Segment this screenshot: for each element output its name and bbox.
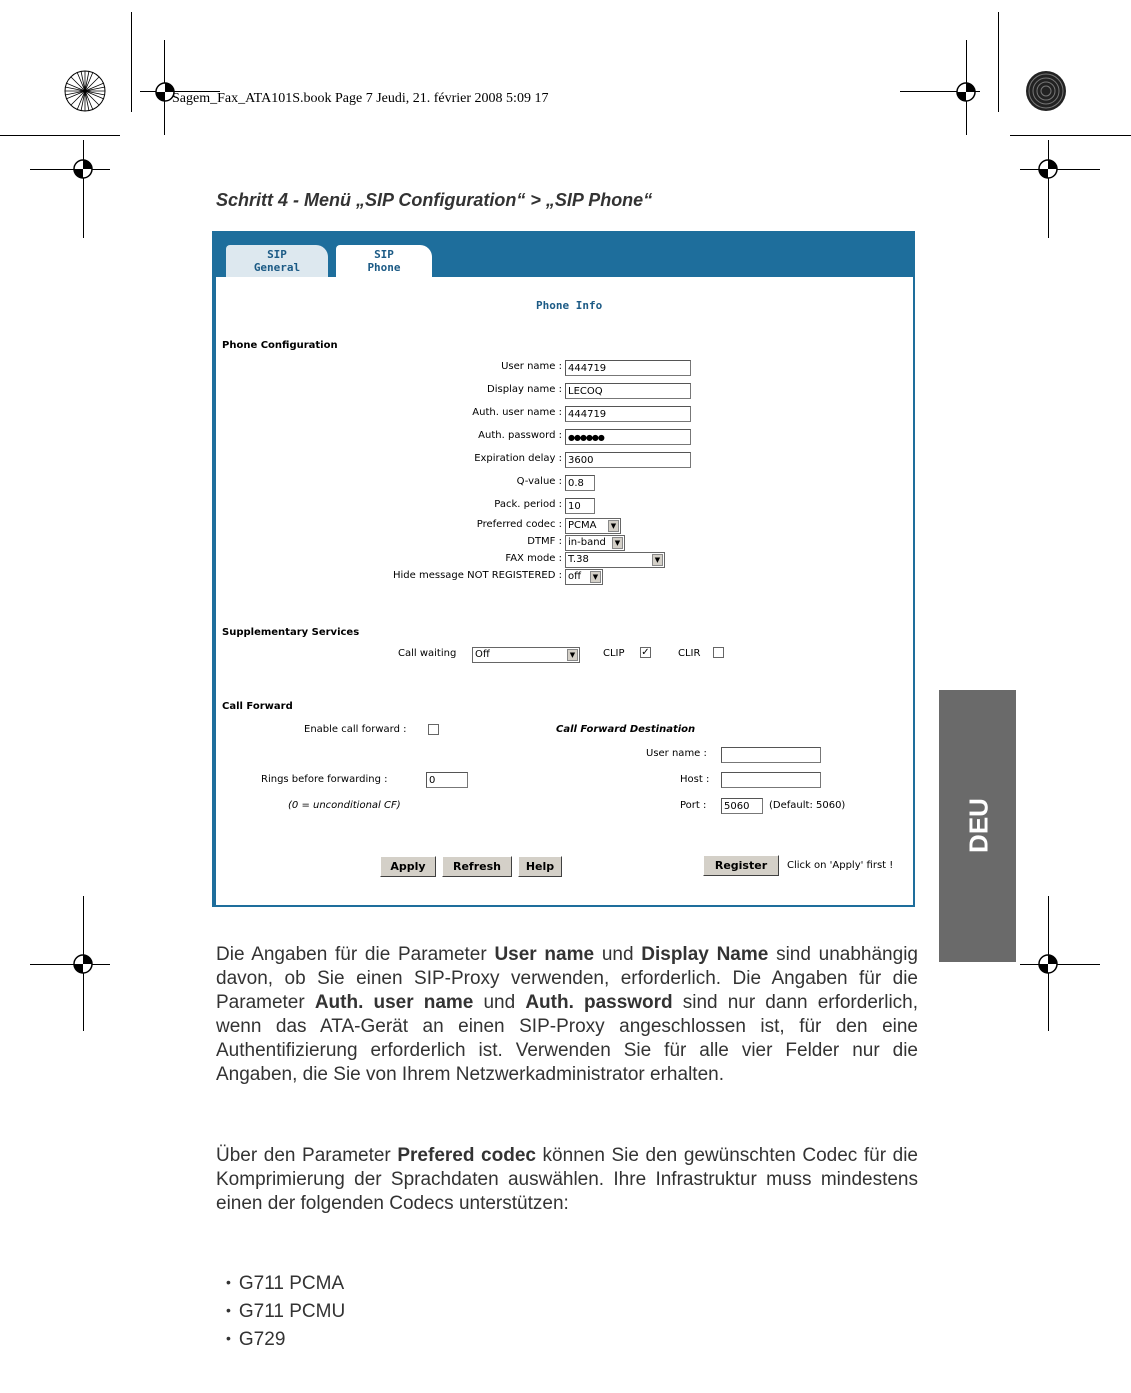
tab-label: Phone — [367, 261, 401, 274]
bold-term: Prefered codec — [397, 1145, 536, 1166]
cf-user-name-label: User name : — [646, 748, 707, 759]
enable-call-forward-checkbox[interactable] — [428, 724, 439, 735]
clip-checkbox[interactable]: ✓ — [641, 647, 650, 658]
section-call-forward: Call Forward — [222, 701, 293, 712]
select-value: PCMA — [568, 520, 597, 531]
tab-label: SIP — [267, 248, 287, 261]
step-heading: Schritt 4 - Menü „SIP Configuration“ > „SIP Phone“ — [216, 190, 653, 210]
auth-password-input[interactable]: ●●●●●● — [565, 429, 691, 445]
side-tab-text: DEU — [963, 798, 994, 853]
list-item: • G711 PCMA — [226, 1269, 345, 1297]
text-run: sind unabhängig davon, ob Sie einen SIP-Proxy verwenden, erforderlich. Die Angaben für die Parameter — [216, 944, 918, 1013]
list-item: • G711 PCMU — [226, 1297, 345, 1325]
q-value-label: Q-value : — [516, 476, 562, 487]
tab-label: SIP — [374, 248, 394, 261]
cf-host-label: Host : — [680, 774, 710, 785]
select-value: Off — [475, 649, 490, 660]
auth-user-name-label: Auth. user name : — [472, 407, 562, 418]
registration-crosshair-icon — [1031, 152, 1065, 186]
text-run: und — [594, 944, 642, 965]
paragraph-parameters — [216, 943, 918, 1087]
display-name-input[interactable]: LECOQ — [565, 383, 691, 399]
pack-period-input[interactable]: 10 — [565, 498, 595, 514]
chevron-down-icon: ▼ — [612, 537, 623, 549]
rings-note: (0 = unconditional CF) — [288, 800, 401, 811]
auth-user-name-input[interactable]: 444719 — [565, 406, 691, 422]
hide-message-select[interactable] — [565, 569, 603, 585]
dtmf-label: DTMF : — [527, 536, 562, 547]
expiration-delay-input[interactable]: 3600 — [565, 452, 691, 468]
chevron-down-icon: ▼ — [652, 554, 663, 566]
print-header: Sagem_Fax_ATA101S.book Page 7 Jeudi, 21. février 2008 5:09 17 — [172, 91, 549, 106]
panel-title: Phone Info — [536, 299, 603, 312]
registration-crosshair-icon — [66, 152, 100, 186]
section-supplementary-services: Supplementary Services — [222, 627, 360, 638]
chevron-down-icon: ▼ — [590, 571, 601, 583]
preferred-codec-select[interactable] — [565, 518, 621, 534]
user-name-label: User name : — [501, 361, 562, 372]
panel-content — [216, 277, 913, 905]
expiration-delay-label: Expiration delay : — [474, 453, 562, 464]
registration-crosshair-icon — [949, 75, 983, 109]
apply-button[interactable]: Apply — [380, 856, 436, 877]
user-name-input[interactable]: 444719 — [565, 360, 691, 376]
chevron-down-icon: ▼ — [608, 520, 619, 532]
text-run: Die Angaben für die Parameter — [216, 944, 495, 965]
text-run: Über den Parameter — [216, 1145, 398, 1166]
text-run: können Sie den gewünschten Codec für die Komprimierung der Sprachdaten auswählen. Ihre Infrastruktur muss mindestens einen der folgenden Codecs unterstützen: — [216, 1145, 919, 1214]
cf-port-label: Port : — [680, 800, 707, 811]
register-button[interactable]: Register — [703, 855, 779, 876]
list-item: • G729 — [226, 1325, 345, 1353]
cf-user-name-input[interactable] — [721, 747, 821, 763]
registration-crosshair-icon — [1031, 947, 1065, 981]
bold-term: Auth. user name — [314, 992, 474, 1013]
language-side-tab-label — [939, 790, 1016, 870]
section-phone-configuration: Phone Configuration — [222, 340, 338, 351]
text-run: sind nur dann erforderlich, wenn das ATA-Gerät an einen SIP-Proxy angeschlossen ist, für den eine Authentifizierung erforderlich ist. Verwenden Sie für alle vier Felder nur die Angaben, die Sie von Ihrem Netzwerkadministrator erhalten. — [216, 992, 919, 1085]
bold-term: Display Name — [641, 944, 769, 965]
rings-before-forwarding-input[interactable]: 0 — [426, 772, 468, 788]
bold-term: User name — [494, 944, 595, 965]
q-value-input[interactable]: 0.8 — [565, 475, 595, 491]
registration-sunburst-icon — [60, 66, 110, 116]
refresh-button[interactable]: Refresh — [442, 856, 512, 877]
call-waiting-select[interactable] — [472, 647, 580, 663]
select-value: off — [568, 571, 582, 582]
tab-sip-general[interactable] — [226, 245, 328, 277]
registration-concentric-icon — [1021, 66, 1071, 116]
tab-sip-phone[interactable] — [336, 245, 432, 277]
cf-host-input[interactable] — [721, 772, 821, 788]
pack-period-label: Pack. period : — [494, 499, 562, 510]
cf-port-default: (Default: 5060) — [769, 800, 846, 811]
preferred-codec-label: Preferred codec : — [476, 519, 562, 530]
bold-term: Auth. password — [525, 992, 673, 1013]
clir-checkbox[interactable] — [713, 647, 724, 658]
select-value: in-band — [568, 537, 606, 548]
dtmf-select[interactable] — [565, 535, 625, 551]
sip-phone-panel — [212, 231, 915, 907]
registration-crosshair-icon — [66, 947, 100, 981]
display-name-label: Display name : — [487, 384, 562, 395]
auth-password-label: Auth. password : — [478, 430, 562, 441]
chevron-down-icon: ▼ — [567, 649, 578, 661]
tab-label: General — [253, 261, 301, 274]
cf-port-input[interactable]: 5060 — [721, 798, 763, 814]
call-forward-destination-title: Call Forward Destination — [556, 724, 696, 735]
enable-call-forward-label: Enable call forward : — [304, 724, 407, 735]
call-waiting-label: Call waiting — [398, 648, 457, 659]
codec-list — [226, 1269, 345, 1353]
register-hint: Click on 'Apply' first ! — [787, 860, 894, 871]
text-run: und — [473, 992, 526, 1013]
hide-message-label: Hide message NOT REGISTERED : — [393, 570, 562, 581]
rings-before-forwarding-label: Rings before forwarding : — [261, 774, 388, 785]
fax-mode-select[interactable] — [565, 552, 665, 568]
fax-mode-label: FAX mode : — [505, 553, 562, 564]
help-button[interactable]: Help — [518, 856, 562, 877]
paragraph-codec — [216, 1144, 918, 1216]
select-value: T.38 — [568, 554, 589, 565]
clir-label: CLIR — [678, 648, 701, 659]
clip-label: CLIP — [603, 648, 625, 659]
